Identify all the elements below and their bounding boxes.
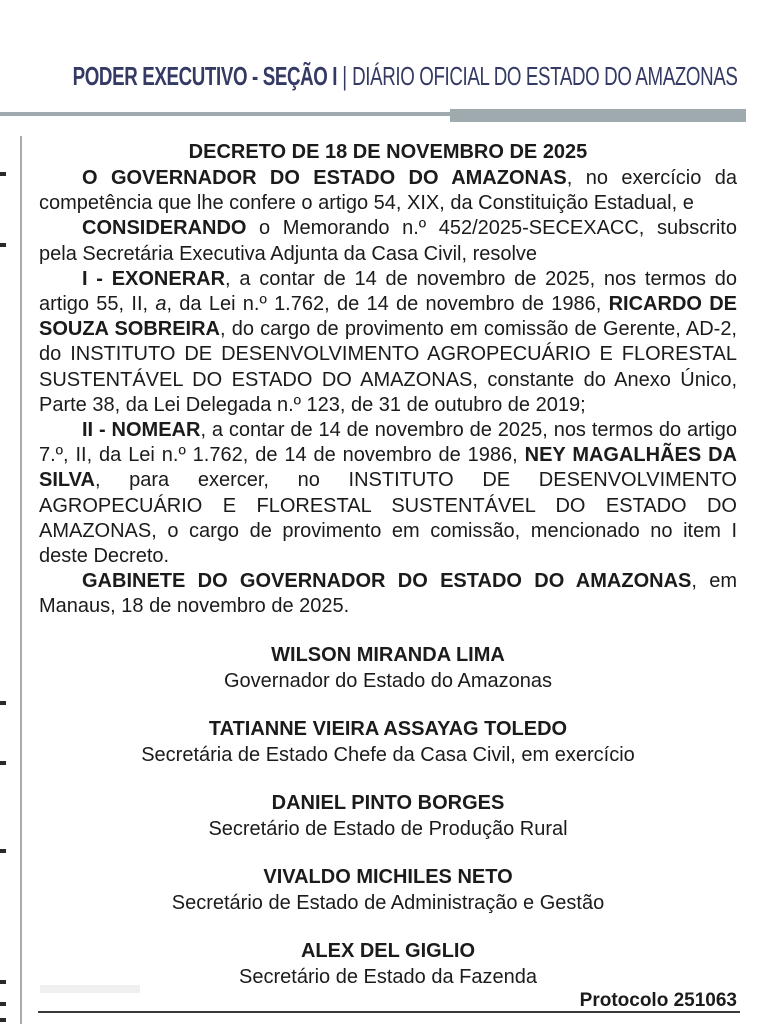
signatory-name: WILSON MIRANDA LIMA — [271, 643, 505, 666]
signature-block — [39, 716, 737, 768]
text-run: , no exercício da competência que lhe confere o artigo 54, XIX, da Constituição Estadual, e — [39, 167, 737, 215]
decree-paragraph — [39, 216, 737, 266]
masthead — [73, 61, 738, 91]
decree-paragraph — [39, 267, 737, 418]
text-run: , da Lei n.º 1.762, de 14 de novembro de 1986, — [166, 293, 609, 316]
italic-text-run: a — [155, 293, 167, 316]
signatory-role: Governador do Estado do Amazonas — [224, 669, 552, 692]
decree-paragraph — [39, 569, 737, 619]
column-divider-line — [20, 136, 22, 1024]
bold-text-run: II - NOMEAR — [82, 419, 201, 442]
decree-title: DECRETO DE 18 DE NOVEMBRO DE 2025 — [188, 141, 588, 163]
scan-artifact-mark — [0, 849, 6, 853]
masthead-separator: | — [342, 61, 348, 91]
text-run: , a contar de 14 de novembro de 2025, nos termos do artigo 7.º, II, da Lei n.º 1.762, de 14 de novembro de 1986, — [39, 419, 738, 467]
scan-artifact-mark — [0, 1018, 6, 1022]
masthead-section-title: PODER EXECUTIVO - SEÇÃO I — [73, 61, 338, 91]
decree-body — [39, 166, 737, 620]
decree-paragraph — [39, 418, 737, 569]
scan-artifact-mark — [0, 1002, 6, 1006]
masthead-rule-thin — [0, 112, 450, 116]
decree-paragraph — [39, 166, 737, 216]
signature-block — [39, 938, 737, 990]
bold-text-run: I - EXONERAR — [82, 267, 226, 290]
scan-artifact-mark — [0, 243, 6, 247]
protocol-label: Protocolo 251063 — [579, 989, 737, 1011]
text-run: o Memorando n.º 452/2025-SECEXACC, subscrito pela Secretária Executiva Adjunta da Casa Civil, resolve — [39, 217, 737, 265]
signatory-role: Secretária de Estado Chefe da Casa Civil, em exercício — [141, 743, 635, 766]
signatory-name: VIVALDO MICHILES NETO — [263, 865, 513, 888]
bold-text-run: O GOVERNADOR DO ESTADO DO AMAZONAS — [82, 167, 567, 189]
masthead-rule-thick — [450, 109, 746, 122]
masthead-publication-title: DIÁRIO OFICIAL DO ESTADO DO AMAZONAS — [352, 61, 738, 91]
bold-text-run: RICARDO DE SOUZA SOBREIRA — [39, 293, 738, 341]
bold-text-run: GABINETE DO GOVERNADOR DO ESTADO DO AMAZONAS — [82, 570, 692, 593]
bold-text-run: CONSIDERANDO — [82, 217, 247, 240]
signature-block — [39, 864, 737, 916]
scan-artifact-mark — [0, 701, 6, 705]
signature-list — [39, 642, 737, 990]
bold-text-run: NEY MAGALHÃES DA SILVA — [39, 444, 737, 492]
signatory-role: Secretário de Estado da Fazenda — [239, 965, 537, 988]
signatory-name: DANIEL PINTO BORGES — [271, 791, 505, 814]
text-run: , do cargo de provimento em comissão de Gerente, AD-2, do INSTITUTO DE DESENVOLVIMENTO AGROPECUÁRIO E FLORESTAL SUSTENTÁVEL DO ESTADO DO AMAZONAS, constante do Anexo Único, Parte 38, da Lei Delegada n.º 123, de 31 de outubro de 2019; — [39, 318, 737, 416]
decree-document — [39, 139, 737, 1011]
signatory-role: Secretário de Estado de Produção Rural — [208, 817, 568, 840]
scan-artifact-mark — [0, 761, 6, 765]
text-run: , a contar de 14 de novembro de 2025, nos termos do artigo 55, II, — [39, 267, 737, 316]
scan-artifact-mark — [0, 172, 6, 176]
signature-block — [39, 790, 737, 842]
signature-block — [39, 642, 737, 694]
article-end-rule — [38, 1011, 740, 1013]
text-run: , em Manaus, 18 de novembro de 2025. — [39, 570, 737, 618]
signatory-name: ALEX DEL GIGLIO — [300, 939, 476, 962]
signatory-role: Secretário de Estado de Administração e Gestão — [171, 891, 605, 914]
signatory-name: TATIANNE VIEIRA ASSAYAG TOLEDO — [208, 717, 568, 740]
text-run: , para exercer, no INSTITUTO DE DESENVOLVIMENTO AGROPECUÁRIO E FLORESTAL SUSTENTÁVEL DO ESTADO DO AMAZONAS, o cargo de provimento em comissão, mencionado no item I deste Decreto. — [39, 469, 737, 568]
scan-artifact-mark — [0, 980, 6, 984]
